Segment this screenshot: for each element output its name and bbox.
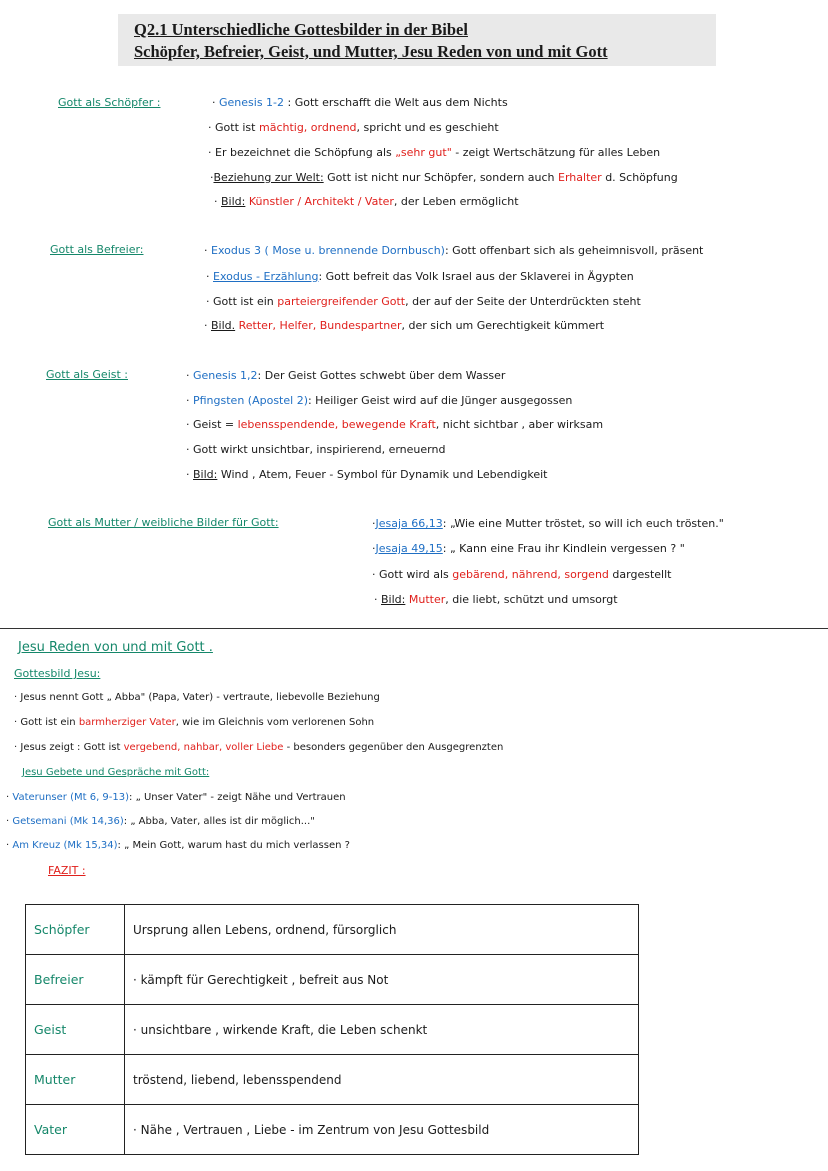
schoepfer-line-4: ·Beziehung zur Welt: Gott ist nicht nur Schöpfer, sondern auch Erhalter d. Schöpfung [210, 171, 678, 184]
subheading-gottesbild-jesu: Gottesbild Jesu: [14, 667, 101, 680]
title-line-1: Q2.1 Unterschiedliche Gottesbilder in der Bibel [134, 20, 468, 39]
title-box [118, 14, 716, 66]
fazit-value: · unsichtbare , wirkende Kraft, die Leben schenkt [125, 1005, 639, 1055]
jesu-line-3: · Jesus zeigt : Gott ist vergebend, nahbar, voller Liebe - besonders gegenüber den Ausgegrenzten [14, 742, 504, 753]
table-row [26, 1005, 639, 1055]
prayer-line-1: · Vaterunser (Mt 6, 9-13): „ Unser Vater" - zeigt Nähe und Vertrauen [6, 792, 346, 803]
fazit-key: Schöpfer [26, 905, 125, 955]
section-divider [0, 628, 828, 629]
title-line-2: Schöpfer, Befreier, Geist, und Mutter, Jesu Reden von und mit Gott [134, 42, 608, 61]
heading-befreier: Gott als Befreier: [50, 243, 144, 256]
fazit-key: Befreier [26, 955, 125, 1005]
schoepfer-line-5: · Bild: Künstler / Architekt / Vater, der Leben ermöglicht [214, 195, 519, 208]
fazit-value: tröstend, liebend, lebensspendend [125, 1055, 639, 1105]
table-row [26, 955, 639, 1005]
geist-line-5: · Bild: Wind , Atem, Feuer - Symbol für Dynamik und Lebendigkeit [186, 468, 548, 481]
fazit-label: FAZIT : [48, 864, 86, 877]
jesu-line-1: · Jesus nennt Gott „ Abba" (Papa, Vater) - vertraute, liebevolle Beziehung [14, 692, 380, 703]
table-row [26, 1055, 639, 1105]
fazit-value: Ursprung allen Lebens, ordnend, fürsorglich [125, 905, 639, 955]
geist-line-2: · Pfingsten (Apostel 2): Heiliger Geist wird auf die Jünger ausgegossen [186, 394, 573, 407]
fazit-key: Vater [26, 1105, 125, 1155]
heading-geist: Gott als Geist : [46, 368, 128, 381]
fazit-key: Mutter [26, 1055, 125, 1105]
subheading-gebete: Jesu Gebete und Gespräche mit Gott: [22, 767, 210, 778]
befreier-line-4: · Bild. Retter, Helfer, Bundespartner, der sich um Gerechtigkeit kümmert [204, 319, 605, 332]
fazit-table [25, 904, 639, 1155]
schoepfer-line-3: · Er bezeichnet die Schöpfung als „sehr gut" - zeigt Wertschätzung für alles Leben [208, 146, 661, 159]
befreier-line-3: · Gott ist ein parteiergreifender Gott, der auf der Seite der Unterdrückten steht [206, 295, 641, 308]
befreier-line-2: · Exodus - Erzählung: Gott befreit das Volk Israel aus der Sklaverei in Ägypten [206, 270, 634, 283]
geist-line-4: · Gott wirkt unsichtbar, inspirierend, erneuernd [186, 443, 446, 456]
prayer-line-2: · Getsemani (Mk 14,36): „ Abba, Vater, alles ist dir möglich..." [6, 816, 315, 827]
heading-schoepfer: Gott als Schöpfer : [58, 96, 161, 109]
schoepfer-line-2: · Gott ist mächtig, ordnend, spricht und es geschieht [208, 121, 499, 134]
fazit-value: · kämpft für Gerechtigkeit , befreit aus Not [125, 955, 639, 1005]
mutter-line-1: ·Jesaja 66,13: „Wie eine Mutter tröstet, so will ich euch trösten." [372, 517, 724, 530]
schoepfer-line-1: · Genesis 1-2 : Gott erschafft die Welt aus dem Nichts [212, 96, 508, 109]
fazit-key: Geist [26, 1005, 125, 1055]
jesu-line-2: · Gott ist ein barmherziger Vater, wie im Gleichnis vom verlorenen Sohn [14, 717, 375, 728]
mutter-line-3: · Gott wird als gebärend, nährend, sorgend dargestellt [372, 568, 672, 581]
heading-mutter: Gott als Mutter / weibliche Bilder für Gott: [48, 516, 279, 529]
befreier-line-1: · Exodus 3 ( Mose u. brennende Dornbusch): Gott offenbart sich als geheimnisvoll, präsent [204, 244, 704, 257]
table-row [26, 905, 639, 955]
table-row [26, 1105, 639, 1155]
heading-jesu: Jesu Reden von und mit Gott . [18, 640, 213, 655]
prayer-line-3: · Am Kreuz (Mk 15,34): „ Mein Gott, warum hast du mich verlassen ? [6, 840, 350, 851]
mutter-line-4: · Bild: Mutter, die liebt, schützt und umsorgt [374, 593, 618, 606]
geist-line-3: · Geist = lebensspendende, bewegende Kraft, nicht sichtbar , aber wirksam [186, 418, 604, 431]
geist-line-1: · Genesis 1,2: Der Geist Gottes schwebt über dem Wasser [186, 369, 506, 382]
fazit-value: · Nähe , Vertrauen , Liebe - im Zentrum von Jesu Gottesbild [125, 1105, 639, 1155]
mutter-line-2: ·Jesaja 49,15: „ Kann eine Frau ihr Kindlein vergessen ? " [372, 542, 685, 555]
